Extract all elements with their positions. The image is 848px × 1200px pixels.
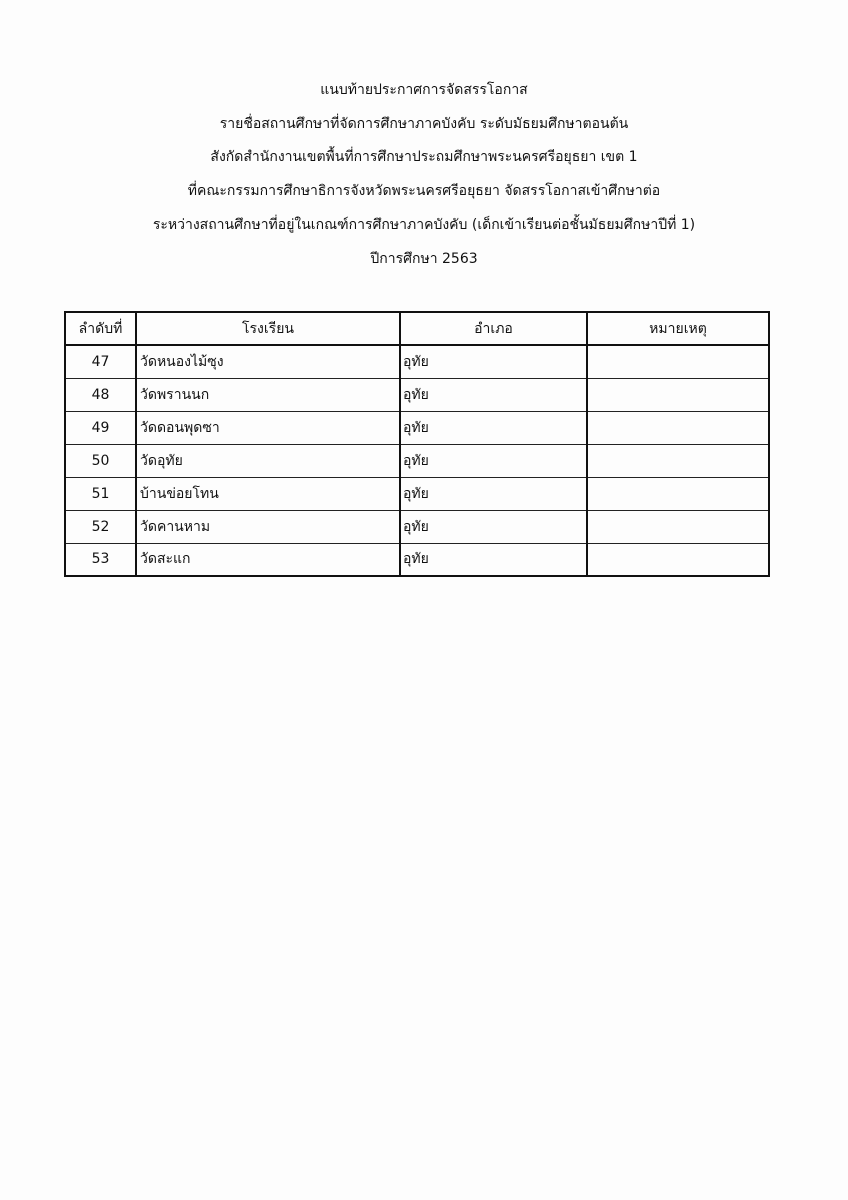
table-row bbox=[65, 411, 769, 444]
row-number: 50 bbox=[65, 444, 136, 477]
row-district: อุทัย bbox=[400, 378, 587, 411]
row-school: วัดดอนพุดซา bbox=[136, 411, 400, 444]
table-row bbox=[65, 444, 769, 477]
row-district: อุทัย bbox=[400, 411, 587, 444]
table-row bbox=[65, 345, 769, 378]
row-school: วัดสะแก bbox=[136, 543, 400, 576]
row-number: 48 bbox=[65, 378, 136, 411]
row-number: 53 bbox=[65, 543, 136, 576]
announcement-scope: ระหว่างสถานศึกษาที่อยู่ในเกณฑ์การศึกษาภาคบังคับ (เด็กเข้าเรียนต่อชั้นมัธยมศึกษาปีที่ 1) bbox=[152, 217, 696, 233]
column-header-school: โรงเรียน bbox=[136, 312, 400, 345]
table-header-row bbox=[65, 312, 769, 345]
row-remark bbox=[587, 477, 769, 510]
row-district: อุทัย bbox=[400, 510, 587, 543]
academic-year: ปีการศึกษา 2563 bbox=[370, 251, 478, 267]
table-row bbox=[65, 543, 769, 576]
column-header-number: ลำดับที่ bbox=[65, 312, 136, 345]
row-remark bbox=[587, 543, 769, 576]
row-district: อุทัย bbox=[400, 345, 587, 378]
row-school: วัดคานหาม bbox=[136, 510, 400, 543]
announcement-affiliation: สังกัดสำนักงานเขตพื้นที่การศึกษาประถมศึกษาพระนครศรีอยุธยา เขต 1 bbox=[210, 149, 638, 165]
row-remark bbox=[587, 411, 769, 444]
row-school: บ้านข่อยโทน bbox=[136, 477, 400, 510]
row-district: อุทัย bbox=[400, 444, 587, 477]
row-number: 52 bbox=[65, 510, 136, 543]
table-row bbox=[65, 510, 769, 543]
table-row bbox=[65, 378, 769, 411]
row-remark bbox=[587, 378, 769, 411]
row-remark bbox=[587, 444, 769, 477]
row-school: วัดอุทัย bbox=[136, 444, 400, 477]
school-table bbox=[64, 311, 770, 577]
row-school: วัดพรานนก bbox=[136, 378, 400, 411]
row-number: 49 bbox=[65, 411, 136, 444]
column-header-remark: หมายเหตุ bbox=[587, 312, 769, 345]
row-remark bbox=[587, 510, 769, 543]
announcement-committee: ที่คณะกรรมการศึกษาธิการจังหวัดพระนครศรีอยุธยา จัดสรรโอกาสเข้าศึกษาต่อ bbox=[187, 183, 661, 199]
row-remark bbox=[587, 345, 769, 378]
row-district: อุทัย bbox=[400, 477, 587, 510]
announcement-subtitle: รายชื่อสถานศึกษาที่จัดการศึกษาภาคบังคับ ระดับมัธยมศึกษาตอนต้น bbox=[219, 116, 629, 132]
row-school: วัดหนองไม้ซุง bbox=[136, 345, 400, 378]
row-number: 47 bbox=[65, 345, 136, 378]
row-number: 51 bbox=[65, 477, 136, 510]
announcement-title: แนบท้ายประกาศการจัดสรรโอกาส bbox=[320, 82, 528, 98]
column-header-district: อำเภอ bbox=[400, 312, 587, 345]
row-district: อุทัย bbox=[400, 543, 587, 576]
table-row bbox=[65, 477, 769, 510]
